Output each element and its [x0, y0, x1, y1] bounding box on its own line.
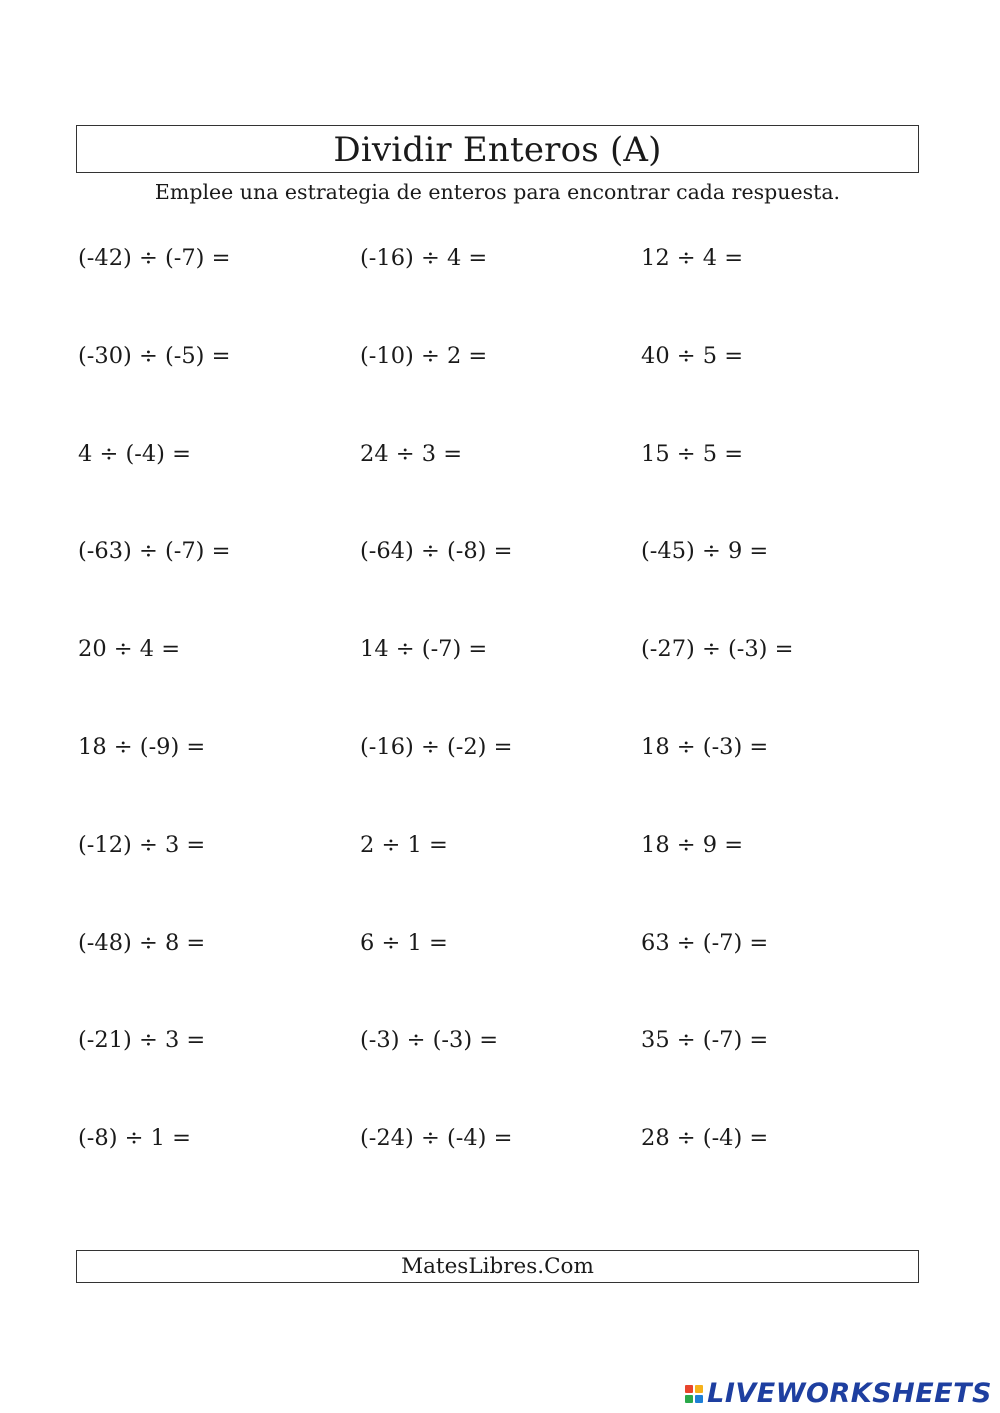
page-title: Dividir Enteros (A)	[333, 130, 662, 170]
problem-item: (-27) ÷ (-3) =	[641, 636, 794, 663]
instructions: Emplee una estrategia de enteros para encontrar cada respuesta.	[154, 180, 841, 204]
problem-item: 2 ÷ 1 =	[360, 831, 448, 858]
liveworksheets-logo-icon	[685, 1385, 703, 1403]
problem-row	[78, 240, 921, 338]
footer-source: MatesLibres.Com	[401, 1254, 594, 1279]
problem-item: 12 ÷ 4 =	[641, 245, 744, 271]
problem-item: (-8) ÷ 1 =	[78, 1125, 191, 1152]
problem-item: (-21) ÷ 3 =	[78, 1027, 206, 1054]
problem-item: (-12) ÷ 3 =	[78, 831, 206, 858]
liveworksheets-brand[interactable]	[685, 1378, 992, 1409]
problem-item: 4 ÷ (-4) =	[78, 440, 191, 467]
problem-item: (-48) ÷ 8 =	[78, 929, 206, 956]
problem-row	[78, 436, 921, 534]
problem-item: 24 ÷ 3 =	[360, 440, 463, 467]
problem-item: 63 ÷ (-7) =	[641, 929, 769, 956]
problem-item: (-16) ÷ 4 =	[360, 245, 488, 271]
footer-box	[76, 1250, 919, 1283]
problem-item: (-64) ÷ (-8) =	[360, 538, 513, 565]
problem-item: (-16) ÷ (-2) =	[360, 733, 513, 760]
problem-row	[78, 533, 921, 631]
problem-item: (-24) ÷ (-4) =	[360, 1125, 513, 1152]
problem-row	[78, 925, 921, 1023]
problem-row	[78, 1120, 921, 1218]
problem-item: (-10) ÷ 2 =	[360, 342, 488, 369]
logo-square-blue	[695, 1395, 703, 1403]
problem-row	[78, 1022, 921, 1120]
problem-item: 18 ÷ 9 =	[641, 831, 744, 858]
problem-item: 18 ÷ (-9) =	[78, 733, 206, 760]
problem-item: 15 ÷ 5 =	[641, 440, 744, 467]
problem-item: 35 ÷ (-7) =	[641, 1027, 769, 1054]
problem-item: (-42) ÷ (-7) =	[78, 245, 231, 271]
problem-row	[78, 729, 921, 827]
problem-item: (-45) ÷ 9 =	[641, 538, 769, 565]
problem-row	[78, 827, 921, 925]
logo-square-green	[685, 1395, 693, 1403]
problem-item: 40 ÷ 5 =	[641, 342, 744, 369]
problem-row	[78, 631, 921, 729]
logo-square-yellow	[695, 1385, 703, 1393]
problem-item: 20 ÷ 4 =	[78, 636, 181, 663]
problem-item: (-30) ÷ (-5) =	[78, 342, 231, 369]
problem-item: (-3) ÷ (-3) =	[360, 1027, 499, 1054]
brand-wordmark: LIVEWORKSHEETS	[707, 1378, 992, 1409]
problem-item: (-63) ÷ (-7) =	[78, 538, 231, 565]
problem-item: 14 ÷ (-7) =	[360, 636, 488, 663]
logo-square-red	[685, 1385, 693, 1393]
problem-item: 18 ÷ (-3) =	[641, 733, 769, 760]
title-box	[76, 125, 919, 173]
problem-item: 28 ÷ (-4) =	[641, 1125, 769, 1152]
problem-item: 6 ÷ 1 =	[360, 929, 448, 956]
problem-row	[78, 338, 921, 436]
problem-grid	[78, 240, 921, 1218]
